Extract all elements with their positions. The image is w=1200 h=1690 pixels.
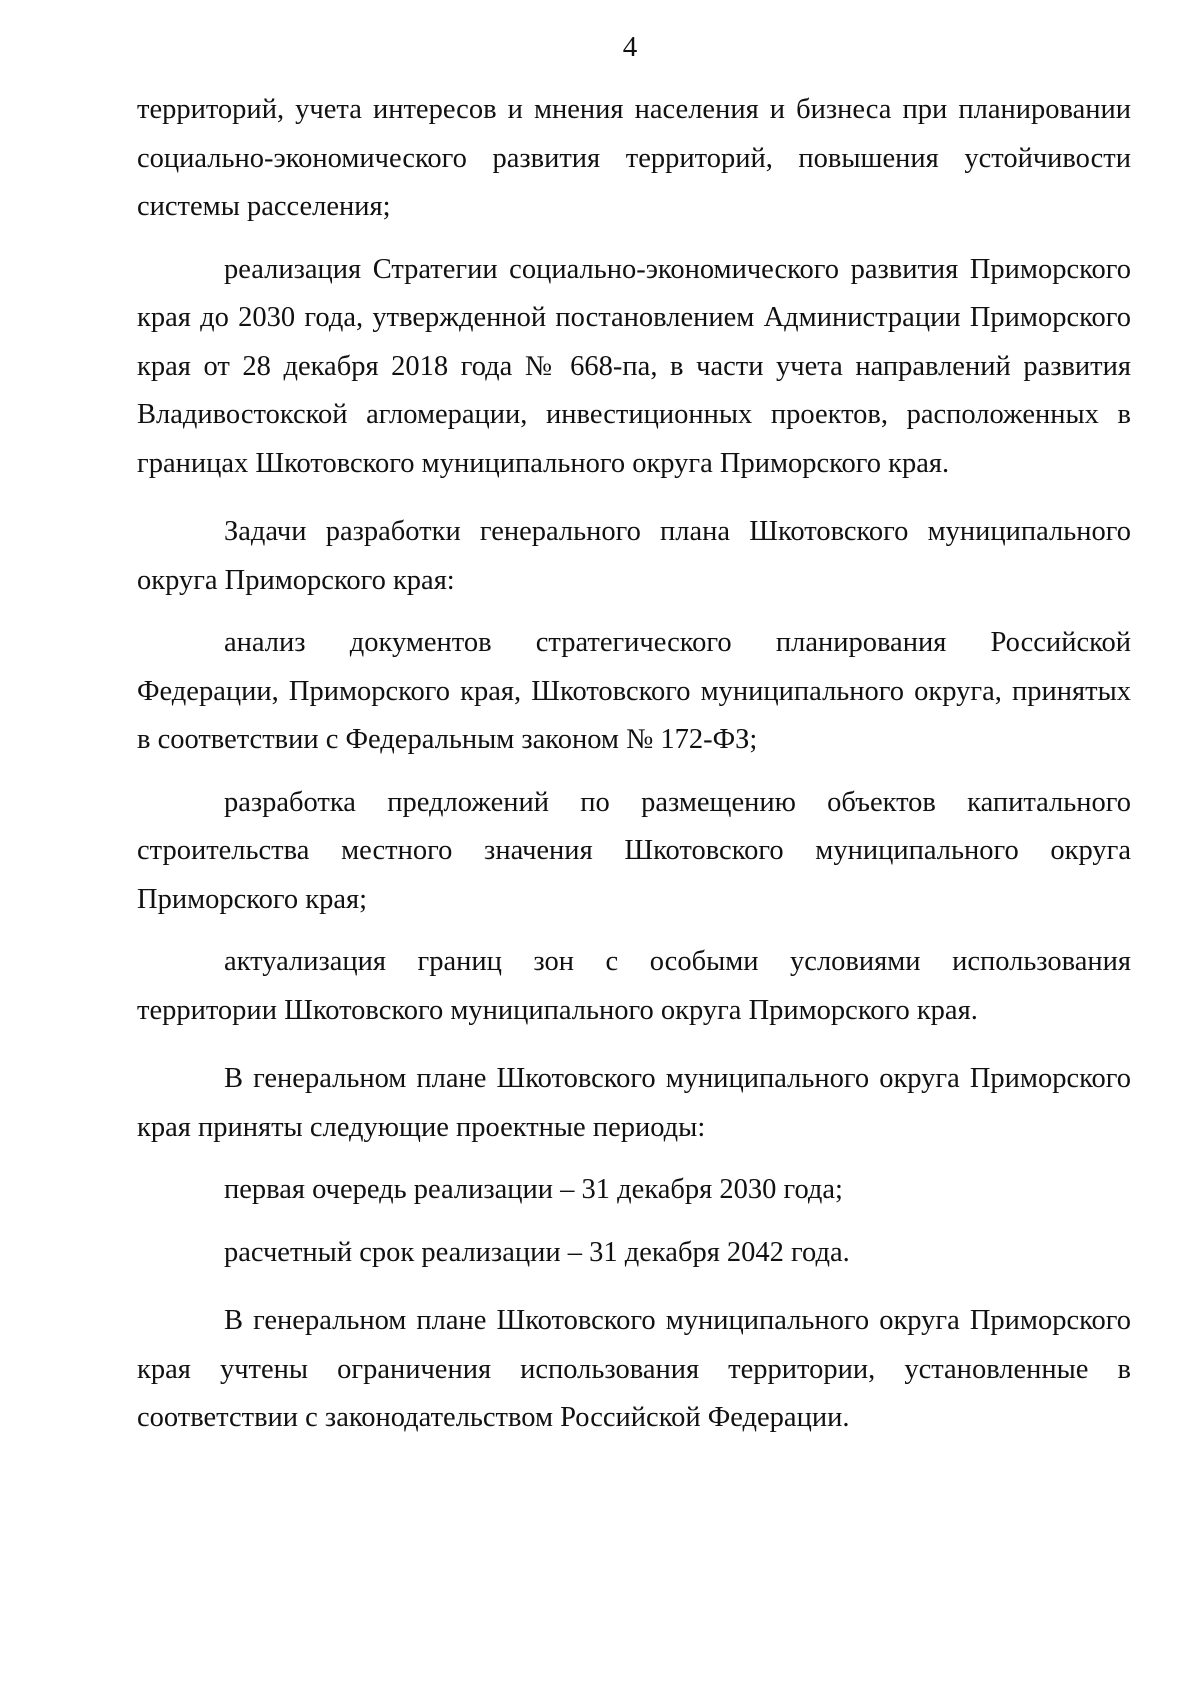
page-number: 4 xyxy=(622,31,638,63)
paragraph-restrictions: В генеральном плане Шкотовского муниципального округа Приморского края учтены ограничения использования территории, установленные в соответствии с законодательством Российской Федерации. xyxy=(137,1305,1131,1433)
paragraph-continuation: территорий, учета интересов и мнения населения и бизнеса при планировании социально-экономического развития территорий, повышения устойчивости системы расселения; xyxy=(137,94,1131,222)
document-body xyxy=(137,86,1131,1443)
paragraph-task-zones: актуализация границ зон с особыми условиями использования территории Шкотовского муниципального округа Приморского края. xyxy=(137,946,1131,1026)
paragraph-strategy: реализация Стратегии социально-экономического развития Приморского края до 2030 года, утвержденной постановлением Администрации Приморского края от 28 декабря 2018 года № 668-па, в части учета направлений развития Владивостокской агломерации, инвестиционных проектов, расположенных в границах Шкотовского муниципального округа Приморского края. xyxy=(137,253,1131,479)
paragraph-first-stage: первая очередь реализации – 31 декабря 2030 года; xyxy=(224,1174,843,1205)
paragraph-tasks-heading: Задачи разработки генерального плана Шкотовского муниципального округа Приморского края: xyxy=(137,516,1131,596)
paragraph-periods-intro: В генеральном плане Шкотовского муниципального округа Приморского края приняты следующие проектные периоды: xyxy=(137,1063,1131,1143)
paragraph-task-analysis: анализ документов стратегического планирования Российской Федерации, Приморского края, Шкотовского муниципального округа, принятых в соответствии с Федеральным законом № 172-ФЗ; xyxy=(137,627,1131,755)
paragraph-task-proposals: разработка предложений по размещению объектов капитального строительства местного значения Шкотовского муниципального округа Приморского края; xyxy=(137,786,1131,915)
paragraph-estimated-term: расчетный срок реализации – 31 декабря 2042 года. xyxy=(224,1236,850,1268)
